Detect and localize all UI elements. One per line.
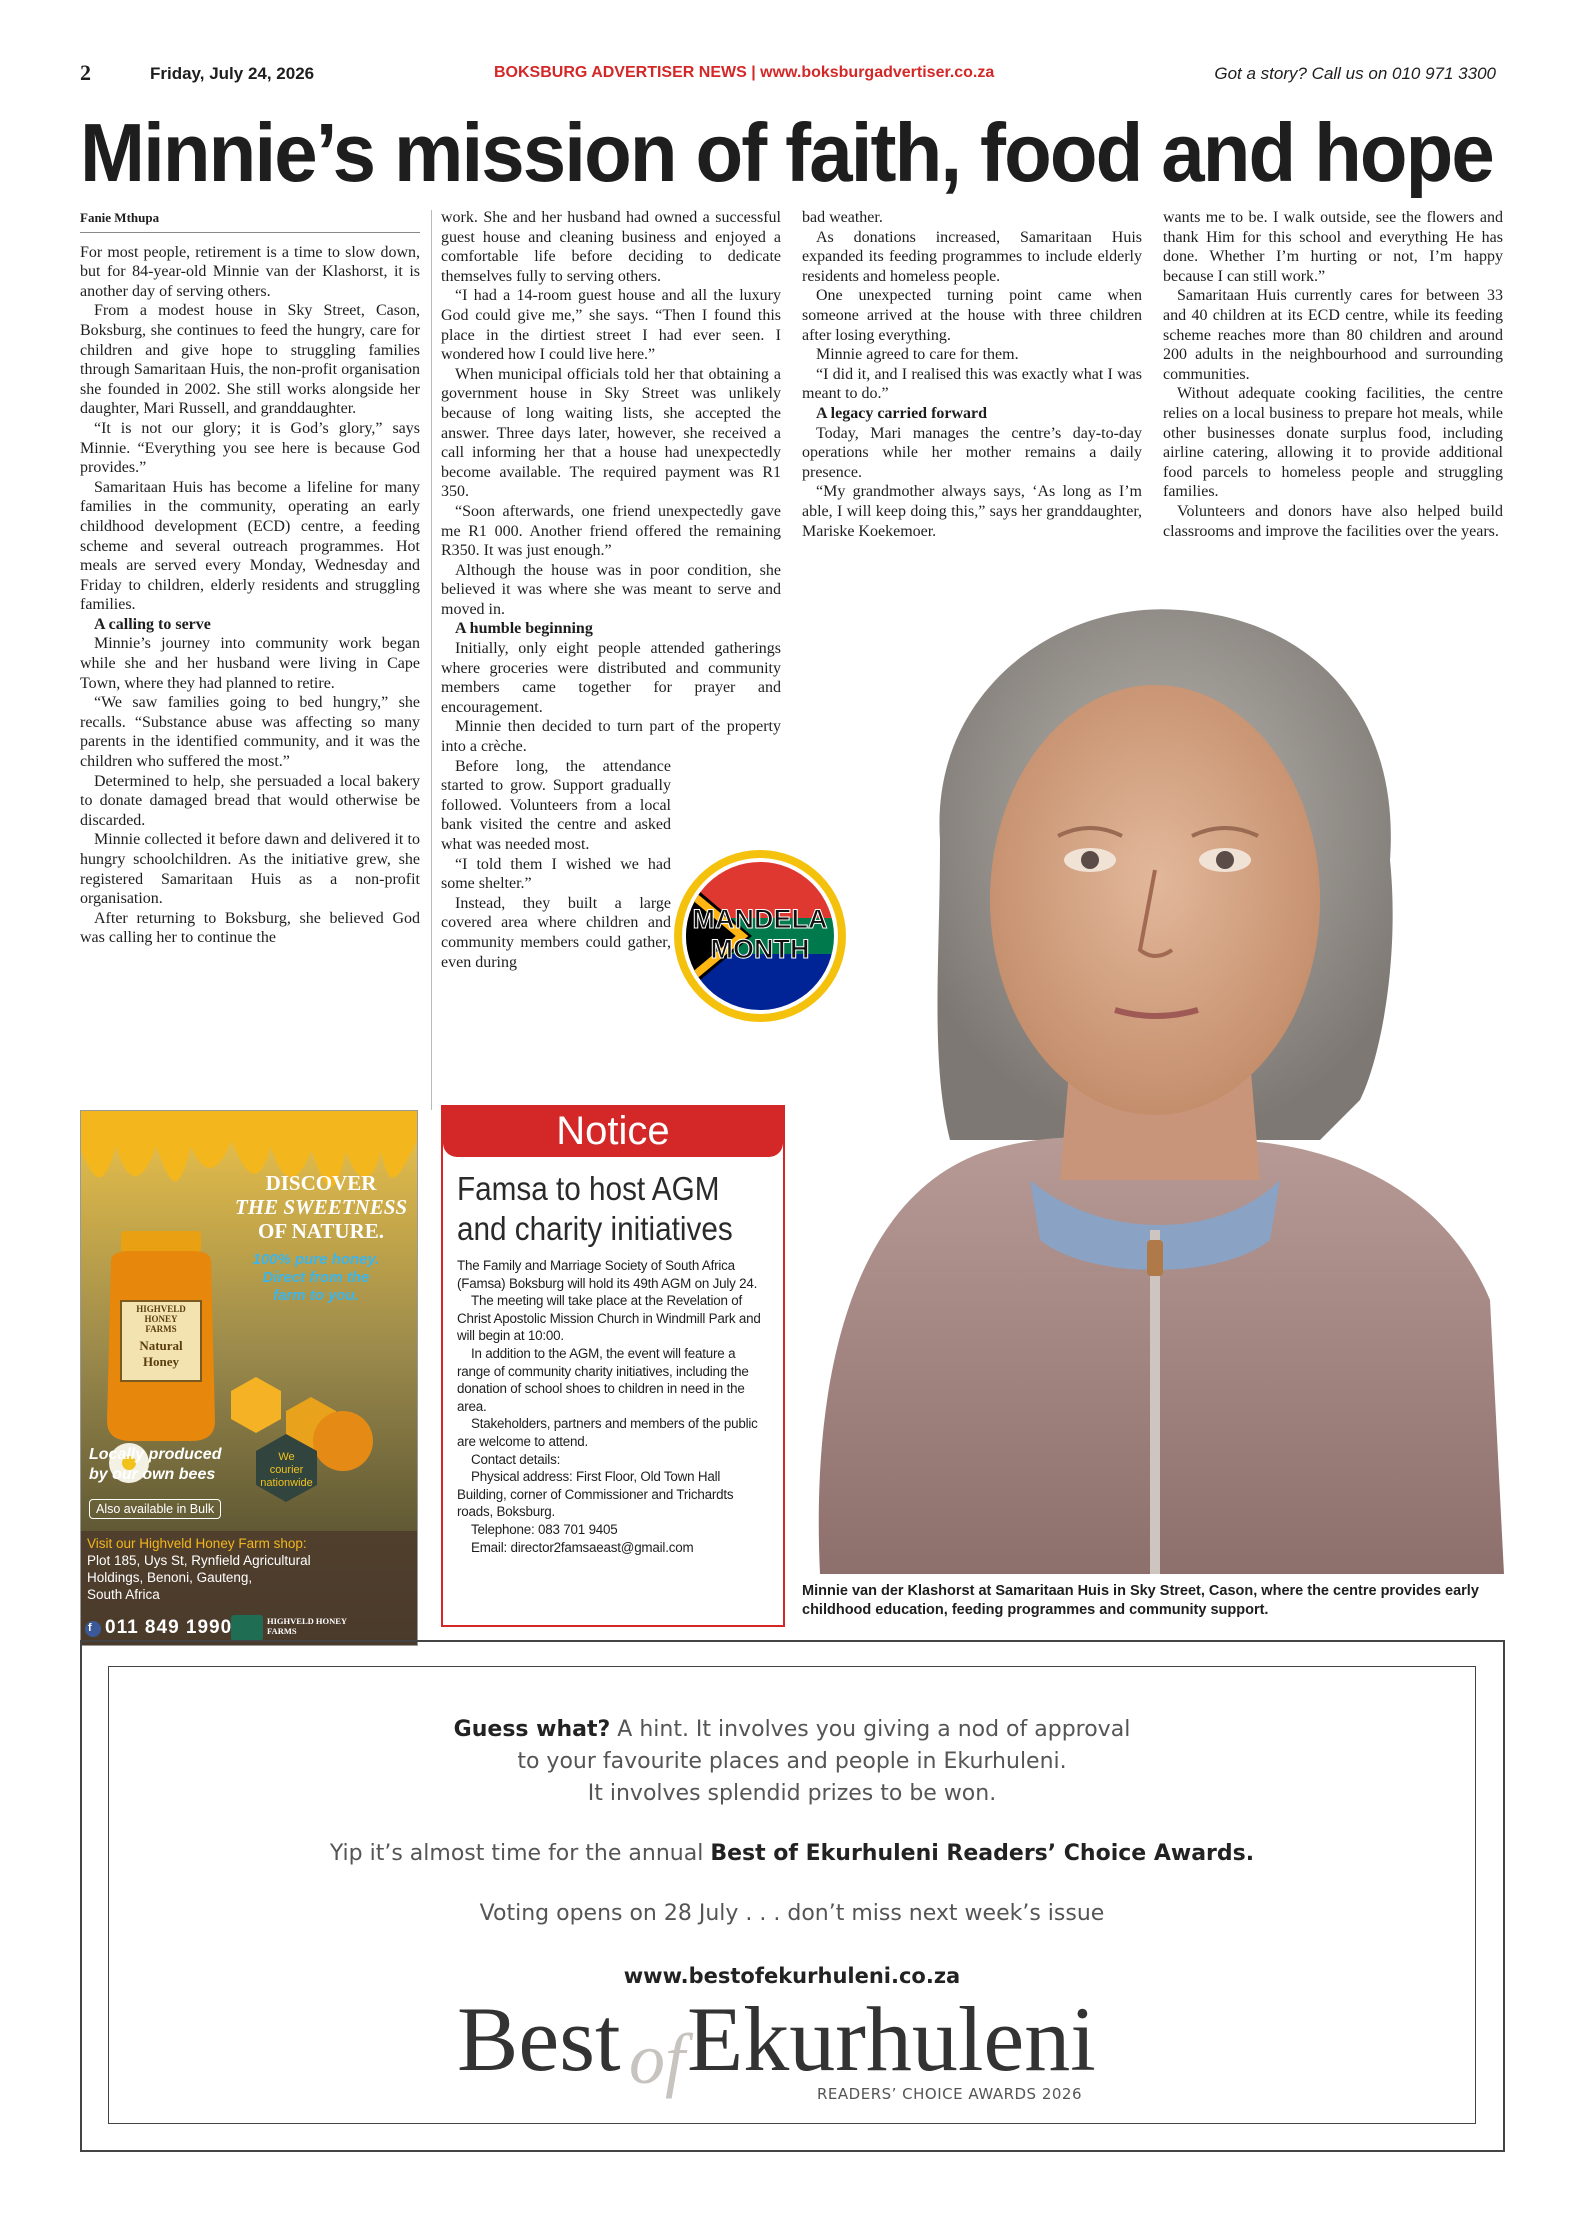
paragraph: Minnie collected it before dawn and delivered it to hungry schoolchildren. As the initiative grew, she registered Samaritaan Huis as a non-profit organisation.	[80, 831, 420, 908]
honey-address-1: Plot 185, Uys St, Rynfield Agricultural	[87, 1553, 311, 1568]
logo-of: of	[629, 2019, 686, 2099]
paragraph: “I told them I wished we had some shelter.”	[441, 855, 671, 893]
paragraph: Determined to help, she persuaded a local bakery to donate damaged bread that would otherwise be discarded.	[80, 772, 420, 829]
notice-phone[interactable]: Telephone: 083 701 9405	[471, 1521, 618, 1537]
logo-subtitle: READERS’ CHOICE AWARDS 2026	[817, 2085, 1083, 2103]
ad-line-1	[109, 1715, 1475, 1745]
courier-3: nationwide	[260, 1477, 313, 1489]
honey-address-3: South Africa	[87, 1587, 160, 1602]
paragraph: “I had a 14-room guest house and all the luxury God could give me,” she says. “Then I found this place in the dirtiest street I had ever seen. I wondered how I could live here.”	[441, 287, 781, 364]
jar-label-3: FARMS	[145, 1324, 177, 1334]
notice-paragraph: The meeting will take place at the Revelation of Christ Apostolic Mission Church in Windmill Park and will begin at 10:00.	[457, 1293, 761, 1344]
column-divider	[431, 210, 432, 1110]
honey-phone[interactable]: 011 849 1990	[105, 1617, 233, 1638]
honey-tagline-3: farm to you.	[273, 1287, 359, 1304]
honey-tagline-2: Direct from the	[262, 1269, 370, 1286]
ad-line-4	[109, 1839, 1475, 1869]
article-photo	[800, 540, 1504, 1574]
paragraph: Before long, the attendance started to grow. Support gradually followed. Volunteers from a local bank visited the centre and asked what was needed most.	[441, 757, 671, 853]
notice-label: Notice	[443, 1105, 783, 1157]
ad-line-3: It involves splendid prizes to be won.	[587, 1781, 997, 1806]
courier-2: courier	[269, 1464, 304, 1476]
honey-headline-3: OF NATURE.	[258, 1219, 384, 1243]
facebook-icon[interactable]: f	[88, 1622, 92, 1634]
honey-logo-1: HIGHVELD HONEY	[267, 1616, 348, 1626]
notice-paragraph: The Family and Marriage Society of South Africa (Famsa) Boksburg will hold its 49th AGM on July 24.	[457, 1258, 758, 1291]
paragraph: “I did it, and I realised this was exactly what I was meant to do.”	[802, 365, 1142, 403]
best-of-ekurhuleni-logo	[457, 1989, 1157, 2109]
article-column-1	[80, 208, 420, 948]
paragraph: As donations increased, Samaritaan Huis expanded its feeding programmes to include elderly residents and homeless people.	[802, 228, 1142, 285]
photo-caption: Minnie van der Klashorst at Samaritaan Huis in Sky Street, Cason, where the centre provides early childhood education, feeding programmes and community support.	[802, 1583, 1479, 1618]
jar-label-5: Honey	[142, 1354, 180, 1369]
notice-title: Famsa to host AGM and charity initiatives	[457, 1170, 733, 1247]
notice-paragraph: Physical address: First Floor, Old Town Hall Building, corner of Commissioner and Trichardts roads, Boksburg.	[457, 1469, 734, 1520]
ad-award-name: Best of Ekurhuleni Readers’ Choice Awards.	[710, 1841, 1255, 1866]
paragraph: From a modest house in Sky Street, Cason, Boksburg, she continues to feed the hungry, care for children and give hope to struggling families through Samaritaan Huis, the non-profit organisation she founded in 2002. She still works alongside her daughter, Mari Russell, and granddaughter.	[80, 302, 420, 418]
paragraph: After returning to Boksburg, she believed God was calling her to continue the	[80, 909, 420, 947]
logo-ekurhuleni: Ekurhuleni	[687, 1988, 1096, 2090]
honey-address-2: Holdings, Benoni, Gauteng,	[87, 1570, 253, 1585]
paragraph: Minnie’s journey into community work began while she and her husband were living in Cape Town, where they had planned to retire.	[80, 635, 420, 692]
paragraph: wants me to be. I walk outside, see the flowers and thank Him for this school and everything He has done. Whether I’m hurting or not, I’m happy because I can still work.”	[1163, 209, 1503, 285]
subheading: A humble beginning	[455, 620, 593, 638]
page-number: 2	[80, 60, 91, 85]
honey-headline-2: THE SWEETNESS	[234, 1195, 408, 1219]
subheading: A legacy carried forward	[816, 404, 988, 422]
paragraph: Today, Mari manages the centre’s day-to-day operations while her mother remains a daily presence.	[802, 424, 1142, 481]
paragraph: For most people, retirement is a time to slow down, but for 84-year-old Minnie van der Klashorst, it is another day of serving others.	[80, 243, 420, 300]
jar-label-4: Natural	[139, 1338, 183, 1353]
jar-label-2: HONEY	[144, 1314, 178, 1324]
honey-visit: Visit our Highveld Honey Farm shop:	[87, 1536, 307, 1551]
portrait-illustration	[800, 540, 1504, 1574]
paragraph: “My grandmother always says, ‘As long as I’m able, I will keep doing this,” says her granddaughter, Mariske Koekemoer.	[802, 483, 1142, 540]
paragraph: Instead, they built a large covered area where children and community members could gather, even during	[441, 894, 671, 971]
paragraph: “It is not our glory; it is God’s glory,” says Minnie. “Everything you see here is because God provides.”	[80, 419, 420, 477]
paragraph: Samaritaan Huis currently cares for between 33 and 40 children at its ECD centre, while its feeding scheme reaches more than 80 children and around 200 adults in the neighbourhood and surrounding communities.	[1163, 287, 1503, 383]
ad-guess-what: Guess what?	[453, 1717, 611, 1742]
notice-email[interactable]: Email: director2famsaeast@gmail.com	[471, 1539, 694, 1555]
paragraph: Although the house was in poor condition, she believed it was where she was meant to serve and moved in.	[441, 561, 781, 618]
subheading: A calling to serve	[94, 615, 211, 633]
honey-local-1: Locally produced	[89, 1446, 222, 1463]
mandela-month-badge	[672, 848, 848, 1024]
ad-line-1-rest: A hint. It involves you giving a nod of approval	[610, 1717, 1131, 1742]
paragraph: work. She and her husband had owned a successful guest house and cleaning business and enjoyed a comfortable life before deciding to dedicate themselves fully to serving others.	[441, 209, 781, 285]
courier-1: We	[278, 1451, 295, 1463]
paragraph: Without adequate cooking facilities, the centre relies on a local business to prepare hot meals, while other businesses donate surplus food, including airline catering, allowing it to provide additional food parcels to homeless people and struggling families.	[1163, 385, 1503, 501]
article-headline: Minnie’s mission of faith, food and hope	[80, 106, 1493, 199]
notice-paragraph: Contact details:	[471, 1451, 561, 1467]
paragraph: When municipal officials told her that obtaining a government house in Sky Street was unlikely because of long waiting lists, she accepted the answer. Three days later, however, she received a call informing her that a house had unexpectedly become available. The required payment was R1 350.	[441, 365, 781, 501]
honey-logo-2: FARMS	[267, 1626, 297, 1636]
paragraph: Minnie agreed to care for them.	[816, 346, 1019, 364]
ad-line-5: Voting opens on 28 July . . . don’t miss next week’s issue	[479, 1901, 1105, 1926]
ad-line-4-pre: Yip it’s almost time for the annual	[329, 1841, 711, 1866]
issue-date: Friday, July 24, 2026	[150, 64, 315, 83]
paragraph: bad weather.	[802, 209, 883, 226]
advert-inner-frame	[108, 1666, 1476, 2124]
logo-best: Best	[457, 1988, 621, 2090]
notice-body	[457, 1257, 767, 1556]
paragraph: “We saw families going to bed hungry,” she recalls. “Substance abuse was affecting so many parents in the identified community, and it was the children who suffered the most.”	[80, 694, 420, 771]
paragraph: Minnie then decided to turn part of the property into a crèche.	[441, 718, 781, 756]
byline: Fanie Mthupa	[80, 208, 420, 233]
ad-line-2: to your favourite places and people in Ekurhuleni.	[517, 1749, 1067, 1774]
notice-box	[441, 1105, 785, 1627]
badge-line2: MONTH	[710, 934, 810, 964]
story-tipline: Got a story? Call us on 010 971 3300	[1214, 64, 1496, 83]
paragraph: Initially, only eight people attended gatherings where groceries were distributed and community members came together for prayer and encouragement.	[441, 640, 781, 716]
paragraph: One unexpected turning point came when someone arrived at the house with three children after losing everything.	[802, 287, 1142, 344]
notice-paragraph: In addition to the AGM, the event will feature a range of community charity initiatives, including the donation of school shoes to children in need in the area.	[457, 1345, 749, 1414]
paragraph: Volunteers and donors have also helped build classrooms and improve the facilities over the years.	[1163, 502, 1503, 540]
paragraph: “Soon afterwards, one friend unexpectedly gave me R1 000. Another friend offered the remaining R350. It was just enough.”	[441, 502, 781, 560]
honey-tagline-1: 100% pure honey.	[252, 1251, 380, 1268]
jar-label-1: HIGHVELD	[136, 1304, 186, 1314]
paragraph: Samaritaan Huis has become a lifeline for many families in the community, operating an early childhood development (ECD) centre, a feeding scheme and several outreach programmes. Hot meals are served every Monday, Wednesday and Friday to children, elderly residents and struggling families.	[80, 478, 420, 614]
sa-flag-badge-icon	[672, 848, 848, 1024]
readers-choice-advert	[80, 1640, 1505, 2152]
honey-headline-1: DISCOVER	[265, 1171, 377, 1195]
honey-local-2: by our own bees	[89, 1466, 216, 1483]
publication-banner[interactable]: BOKSBURG ADVERTISER NEWS | www.boksburgadvertiser.co.za	[494, 64, 995, 81]
notice-paragraph: Stakeholders, partners and members of the public are welcome to attend.	[457, 1416, 758, 1449]
badge-line1: MANDELA	[692, 904, 828, 934]
honey-advert[interactable]	[80, 1110, 418, 1646]
bulk-badge: Also available in Bulk	[89, 1499, 221, 1519]
ad-url[interactable]: www.bestofekurhuleni.co.za	[623, 1964, 961, 1988]
